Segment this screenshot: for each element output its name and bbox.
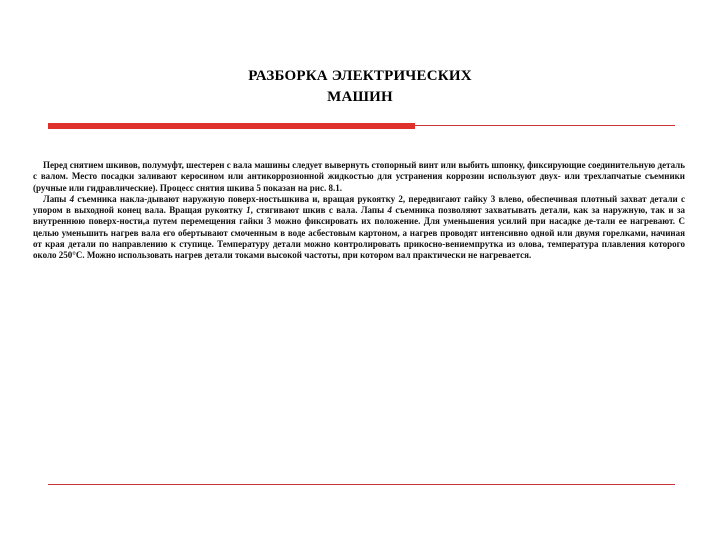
reference-number-italic: 4	[69, 193, 75, 204]
paragraph-text-segment: Лапы	[43, 193, 70, 204]
title-divider-accent-bar	[48, 123, 415, 129]
reference-number-italic: 4	[387, 205, 393, 216]
paragraph-puller-procedure	[33, 194, 685, 262]
slide-title-line-1: РАЗБОРКА ЭЛЕКТРИЧЕСКИХ	[248, 68, 472, 84]
slide-title-line-2: МАШИН	[327, 89, 393, 105]
paragraph-text-segment: , стягивают шкив с вала. Лапы	[250, 205, 388, 216]
paragraph-text-segment: съемника позволяют захватывать детали, как за наружную, так и за внутреннюю поверх-ности,а путем перемещения гайки 3 можно фиксировать их положение. Для уменьшения усилий при насадке де-тали ее нагревают. С целью уменьшить нагрев вала его обертывают смоченным в воде асбестовым картоном, а нагрев проводят интенсивно одной или двумя горелками, начиная от края детали по направлению к ступице. Температуру детали можно контролировать прикосно-вениемпрутка из олова, температура плавления которого около 250°С. Можно использовать нагрев детали токами высокой частоты, при котором вал практически не нагревается.	[33, 205, 686, 261]
reference-number-italic: 1	[246, 205, 251, 216]
slide-body-text	[33, 160, 685, 262]
title-divider-thin	[415, 125, 675, 126]
paragraph-text-segment: съемника накла-дывают наружную поверх-ностьшкива и, вращая рукоятку 2, передвигают гайку 3 влево, обеспечивая плотный захват детали с упором в выходной конец вала. Вращая рукоятку	[33, 193, 685, 216]
slide-title	[130, 66, 590, 108]
footer-divider	[48, 484, 675, 485]
paragraph-removal-intro: Перед снятием шкивов, полумуфт, шестерен с вала машины следует вывернуть стопорный винт или выбить шпонку, фиксирующие соединительную деталь с валом. Место посадки заливают керосином или антикоррозионной жидкостью для устранения коррозии используют двух- или трехлапчатые съемники (ручные или гидравлические). Процесс снятия шкива 5 показан на рис. 8.1.	[33, 160, 685, 193]
